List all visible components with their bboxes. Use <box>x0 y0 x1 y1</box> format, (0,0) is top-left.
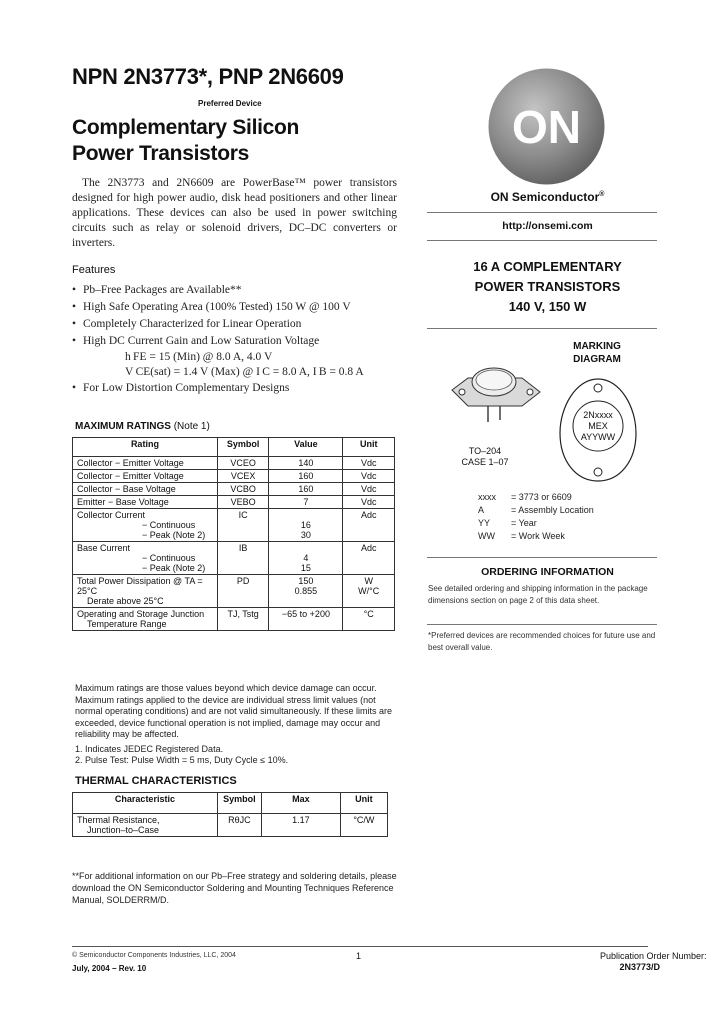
table-row: Collector Current − Continuous − Peak (Note 2) IC 16 30 Adc <box>73 509 395 542</box>
legend-row: A = Assembly Location <box>478 505 594 515</box>
on-semiconductor-logo <box>487 67 606 186</box>
footer-divider <box>72 946 648 947</box>
legend-row: WW = Work Week <box>478 531 565 541</box>
marking-diagram <box>558 377 638 483</box>
table-header-row: Rating Symbol Value Unit <box>73 438 395 457</box>
pb-free-footnote: **For additional information on our Pb–Free strategy and soldering details, please download the ON Semiconductor Soldering and Mounting Techniques Reference Manual, SOLDERRM/D. <box>72 871 397 905</box>
mark-line-3: AYYWW <box>580 432 616 442</box>
bullet-icon: • <box>72 318 77 330</box>
thermal-heading: THERMAL CHARACTERISTICS <box>75 775 237 787</box>
document-subtitle <box>72 115 299 167</box>
description-paragraph: The 2N3773 and 2N6609 are PowerBase™ power transistors designed for high power audio, disk head positioners and other linear applications. These devices can also be used in power switching circuits such as relay or solenoid drivers, DC–DC converters or inverters. <box>72 177 397 249</box>
table-header-row: Characteristic Symbol Max Unit <box>73 793 388 814</box>
divider <box>427 328 657 329</box>
feature-item: • High DC Current Gain and Low Saturation Voltage <box>72 333 402 350</box>
logo-text: ON <box>512 101 581 153</box>
max-ratings-heading: MAXIMUM RATINGS (Note 1) <box>75 421 210 432</box>
thermal-table <box>72 792 388 837</box>
marking-legend <box>478 491 594 543</box>
table-row: Operating and Storage Junction Temperature Range TJ, Tstg −65 to +200 °C <box>73 608 395 631</box>
preferred-device-label: Preferred Device <box>198 99 262 108</box>
table-row: Thermal Resistance, Junction–to–Case RθJC 1.17 °C/W <box>73 814 388 837</box>
subtitle-line-2: Power Transistors <box>72 142 249 165</box>
bullet-icon: • <box>72 284 77 296</box>
company-name: ON Semiconductor® <box>490 190 605 204</box>
divider <box>427 212 657 213</box>
table-row: Collector − Emitter Voltage VCEX 160 Vdc <box>73 470 395 483</box>
feature-sub-hfe: h FE = 15 (Min) @ 8.0 A, 4.0 V <box>125 351 273 363</box>
legend-row: xxxx = 3773 or 6609 <box>478 492 572 502</box>
company-url[interactable]: http://onsemi.com <box>502 220 593 232</box>
ordering-text: See detailed ordering and shipping information in the package dimensions section on page 2 of this data sheet. <box>428 584 648 605</box>
ordering-heading: ORDERING INFORMATION <box>481 566 614 578</box>
copyright: © Semiconductor Components Industries, LLC, 2004 <box>72 952 236 959</box>
mark-line-1: 2Nxxxx <box>583 410 613 420</box>
bullet-icon: • <box>72 382 77 394</box>
feature-item: • Pb–Free Packages are Available** <box>72 282 402 299</box>
page-number: 1 <box>356 951 362 961</box>
mark-line-2: MEX <box>588 421 608 431</box>
feature-item: • For Low Distortion Complementary Designs <box>72 380 402 397</box>
subtitle-line-1: Complementary Silicon <box>72 116 300 139</box>
bullet-icon: • <box>72 301 77 313</box>
table-row: Base Current − Continuous − Peak (Note 2) IB 4 15 Adc <box>73 542 395 575</box>
device-rating-summary: 16 A COMPLEMENTARY POWER TRANSISTORS 140 V, 150 W <box>473 259 622 314</box>
note-2: 2. Pulse Test: Pulse Width = 5 ms, Duty Cycle ≤ 10%. <box>75 755 289 765</box>
table-row: Emitter − Base Voltage VEBO 7 Vdc <box>73 496 395 509</box>
table-row: Total Power Dissipation @ TA = 25°C Derate above 25°C PD 150 0.855 W W/°C <box>73 575 395 608</box>
package-label: TO–204 CASE 1–07 <box>461 446 509 467</box>
ratings-disclaimer: Maximum ratings are those values beyond which device damage can occur. Maximum ratings applied to the device are individual stress limit values (not normal operating conditions) and are not valid simultaneously. If these limits are exceeded, device functional operation is not implied, damage may occur and reliability may be affected. <box>75 683 392 739</box>
page-title: NPN 2N3773*, PNP 2N6609 <box>72 64 344 89</box>
feature-item: • Completely Characterized for Linear Operation <box>72 316 402 333</box>
legend-row: YY = Year <box>478 518 537 528</box>
table-row: Collector − Emitter Voltage VCEO 140 Vdc <box>73 457 395 470</box>
divider <box>427 557 657 558</box>
feature-item: • High Safe Operating Area (100% Tested) 150 W @ 100 V <box>72 299 402 316</box>
features-heading: Features <box>72 264 116 276</box>
preferred-devices-note: *Preferred devices are recommended choices for future use and best overall value. <box>428 631 656 652</box>
bullet-icon: • <box>72 335 77 347</box>
note-1: 1. Indicates JEDEC Registered Data. <box>75 743 224 754</box>
feature-sub-vcesat: V CE(sat) = 1.4 V (Max) @ I C = 8.0 A, I B = 0.8 A <box>125 366 364 378</box>
ratings-notes <box>75 683 397 767</box>
max-ratings-table <box>72 437 395 631</box>
publication-number: Publication Order Number: 2N3773/D <box>600 951 707 972</box>
table-row: Collector − Base Voltage VCBO 160 Vdc <box>73 483 395 496</box>
features-list <box>72 282 402 397</box>
to204-package-icon <box>448 360 543 425</box>
divider <box>427 240 657 241</box>
divider <box>427 624 657 625</box>
revision-date: July, 2004 − Rev. 10 <box>72 964 147 973</box>
marking-diagram-heading: MARKING DIAGRAM <box>573 341 621 365</box>
